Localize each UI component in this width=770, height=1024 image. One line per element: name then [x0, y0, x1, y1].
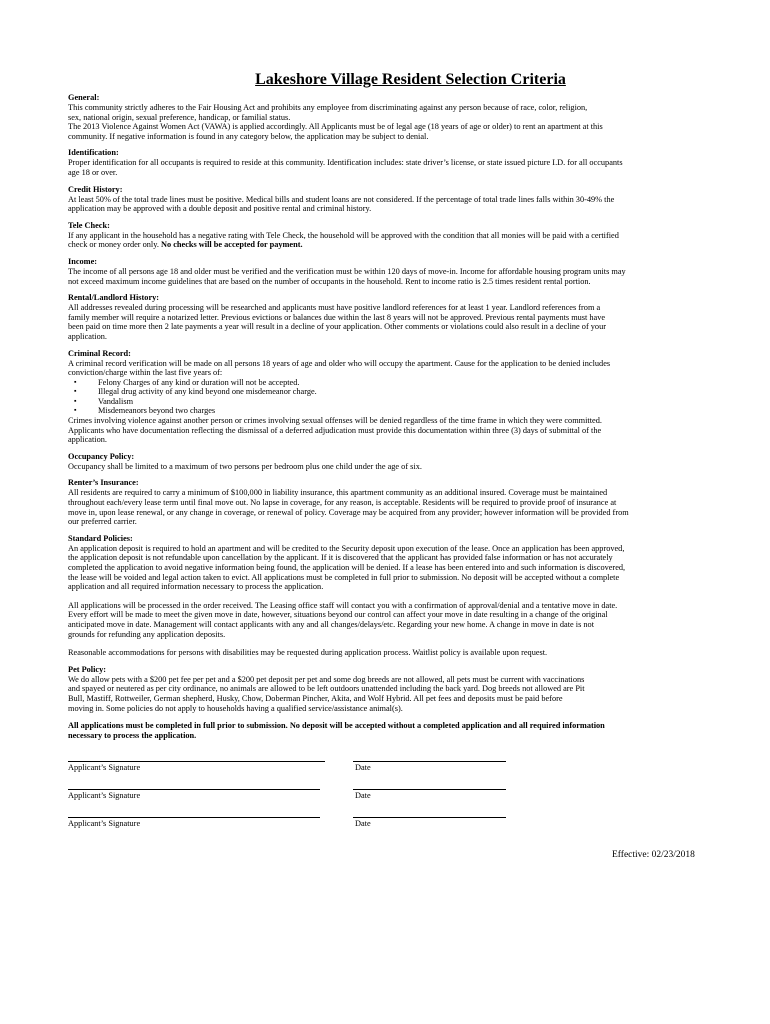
text-line: the application deposit is not refundable upon cancellation by the applicant. If it is discovered that the applicant has provided false information or has not accurately: [68, 553, 613, 563]
text-bold: No checks will be accepted for payment.: [161, 240, 303, 250]
section-tele-check: [68, 221, 753, 250]
text-line: been paid on time more then 2 late payments a year will result in a decline of your application. Other comments or violations could also result in a decline of your: [68, 322, 606, 332]
list-item: ▪ Vandalism: [86, 397, 753, 407]
section-criminal-record: [68, 349, 753, 445]
text-line: our preferred carrier.: [68, 517, 137, 527]
signature-line[interactable]: [68, 817, 320, 818]
text-line: community. If negative information is found in any category below, the application may be subject to denial.: [68, 131, 429, 141]
text-line: Applicants who have documentation reflecting the dismissal of a deferred adjudication must provide this documentation within three (3) days of submittal of the: [68, 425, 602, 435]
text-line: If any applicant in the household has a negative rating with Tele Check, the household will be approved with the condition that all monies will be paid with a certified: [68, 230, 619, 240]
final-notice: [68, 721, 753, 740]
text-line: the lease will be voided and legal action taken to evict. All applications must be completed in full prior to submission. No deposit will be accepted without a complete: [68, 572, 620, 582]
text-line: age 18 or over.: [68, 167, 118, 177]
text-line: Proper identification for all occupants is required to reside at this community. Identification includes: state driver’s license, or state issued picture I.D. for all occupants: [68, 158, 623, 168]
date-label: Date: [355, 791, 371, 800]
text-line: conviction/charge within the last five years of:: [68, 368, 223, 378]
section-renters-insurance: [68, 478, 753, 526]
section-heading: Tele Check:: [68, 220, 110, 230]
text-line: not exceed maximum income guidelines that are based on the number of occupants in the household. Rent to income ratio is 2.5 times resident rental portion.: [68, 276, 591, 286]
section-heading: Credit History:: [68, 184, 123, 194]
text-line: application.: [68, 331, 107, 341]
bullet-list: [68, 378, 753, 416]
text-line: At least 50% of the total trade lines must be positive. Medical bills and student loans are not considered. If the percentage of total trade lines falls within 30-49% the: [68, 194, 615, 204]
section-heading: Occupancy Policy:: [68, 451, 135, 461]
section-rental-history: [68, 293, 753, 341]
section-pet-policy: [68, 665, 753, 713]
text-line: family member will require a notarized letter. Previous evictions or balances due within the last 8 years will not be approved. Previous rental payments must have: [68, 312, 606, 322]
date-line[interactable]: [353, 817, 506, 818]
date-label: Date: [355, 819, 371, 828]
document-title: Lakeshore Village Resident Selection Criteria: [255, 71, 566, 88]
section-heading: Criminal Record:: [68, 348, 131, 358]
section-heading: Pet Policy:: [68, 664, 107, 674]
text-line: Crimes involving violence against another person or crimes involving sexual offenses will be denied regardless of the time frame in which they were committed.: [68, 416, 602, 426]
text-line: move in, upon lease renewal, or any change in coverage, or renewal of policy. Coverage may be acquired from any provider; however information will be provided from: [68, 507, 629, 517]
text-line: The income of all persons age 18 and older must be verified and the verification must be within 120 days of move-in. Income for affordable housing program units may: [68, 266, 626, 276]
list-item: ▪ Illegal drug activity of any kind beyond one misdemeanor charge.: [86, 387, 753, 397]
signature-label: Applicant’s Signature: [68, 763, 141, 772]
text-line: throughout each/every lease term until final move out. No lapse in coverage, for any reason, is acceptable. Residents will be required to provide proof of insurance at: [68, 498, 617, 508]
document-page: [68, 71, 753, 740]
text-line: application and all required information necessary to process the application.: [68, 582, 324, 592]
section-identification: [68, 148, 753, 177]
text-plain: check or money order only.: [68, 240, 161, 250]
section-heading: Renter’s Insurance:: [68, 478, 139, 488]
section-heading: Standard Policies:: [68, 533, 133, 543]
list-item: ▪ Felony Charges of any kind or duration will not be accepted.: [86, 378, 753, 388]
section-heading: General:: [68, 93, 100, 102]
text-line: Every effort will be made to meet the given move in date, however, situations beyond our control can affect your move in date resulting in a change of the original: [68, 610, 608, 620]
list-item: ▪ Misdemeanors beyond two charges: [86, 406, 753, 416]
text-line: application.: [68, 435, 107, 445]
section-heading: Income:: [68, 256, 98, 266]
text-line: A criminal record verification will be made on all persons 18 years of age and older who will occupy the apartment. Cause for the application to be denied includes: [68, 358, 611, 368]
signature-line[interactable]: [68, 761, 325, 762]
text-line: application may be approved with a double deposit and positive rental and criminal history.: [68, 204, 372, 214]
text-line: The 2013 Violence Against Women Act (VAWA) is applied accordingly. All Applicants must be of legal age (18 years of age or older) to rent an apartment at this: [68, 122, 603, 132]
section-general: [68, 93, 753, 141]
date-line[interactable]: [353, 761, 506, 762]
text-line: completed the application to avoid negative information being found, the application will be denied. If a lease has been entered into and such information is discovered,: [68, 563, 626, 572]
text-line: anticipated move in date. Management will contact applicants with any and all changes/delays/etc. Regarding your new home. A change in move in date is not: [68, 619, 595, 629]
text-line: All applications will be processed in the order received. The Leasing office staff will contact you with a confirmation of approval/denial and a tentative move in date.: [68, 600, 618, 610]
section-heading: Identification:: [68, 148, 119, 158]
text-line: We do allow pets with a $200 pet fee per pet and a $200 pet deposit per pet and some dog breeds are not allowed, all pets must be current with vaccinations: [68, 674, 585, 684]
text-line: All residents are required to carry a minimum of $100,000 in liability insurance, this apartment community as an additional insured. Coverage must be maintained: [68, 488, 608, 498]
text-line: grounds for refunding any application deposits.: [68, 629, 226, 639]
date-label: Date: [355, 763, 371, 772]
effective-date: Effective: 02/23/2018: [612, 850, 695, 860]
text-line: and spayed or neutered as per city ordinance, no animals are allowed to be left outdoors unattended including the back yard. Dog breeds not allowed are Pit: [68, 684, 585, 694]
text-line: Bull, Mastiff, Rottweiler, German shepherd, Husky, Chow, Doberman Pincher, Akita, and Wolf Hybrid. All pet fees and deposits must be paid before: [68, 693, 563, 703]
section-occupancy-policy: [68, 452, 753, 472]
text-line: Reasonable accommodations for persons with disabilities may be requested during application process. Waitlist policy is available upon request.: [68, 648, 548, 658]
signature-line[interactable]: [68, 789, 320, 790]
text-line: sex, national origin, sexual preference, handicap, or familial status.: [68, 112, 291, 122]
text-line: An application deposit is required to hold an apartment and will be credited to the Security deposit upon execution of the lease. Once an application has been approved,: [68, 543, 625, 553]
signature-label: Applicant’s Signature: [68, 819, 141, 828]
text-line: necessary to process the application.: [68, 730, 197, 740]
section-heading: Rental/Landlord History:: [68, 293, 160, 303]
section-standard-policies: [68, 534, 753, 658]
signature-label: Applicant’s Signature: [68, 791, 141, 800]
text-line: Occupancy shall be limited to a maximum of two persons per bedroom plus one child under the age of six.: [68, 461, 422, 471]
text-line: All applications must be completed in full prior to submission. No deposit will be accepted without a completed application and all required information: [68, 721, 605, 731]
section-credit-history: [68, 185, 753, 214]
text-line: This community strictly adheres to the Fair Housing Act and prohibits any employee from discriminating against any person because of race, color, religion,: [68, 103, 588, 112]
section-income: [68, 257, 753, 286]
text-line: [68, 240, 753, 250]
text-line: moving in. Some policies do not apply to households having a qualified service/assistance animal(s).: [68, 703, 403, 713]
text-line: All addresses revealed during processing will be researched and applicants must have positive landlord references for at least 1 year. Landlord references from a: [68, 303, 601, 313]
date-line[interactable]: [353, 789, 506, 790]
